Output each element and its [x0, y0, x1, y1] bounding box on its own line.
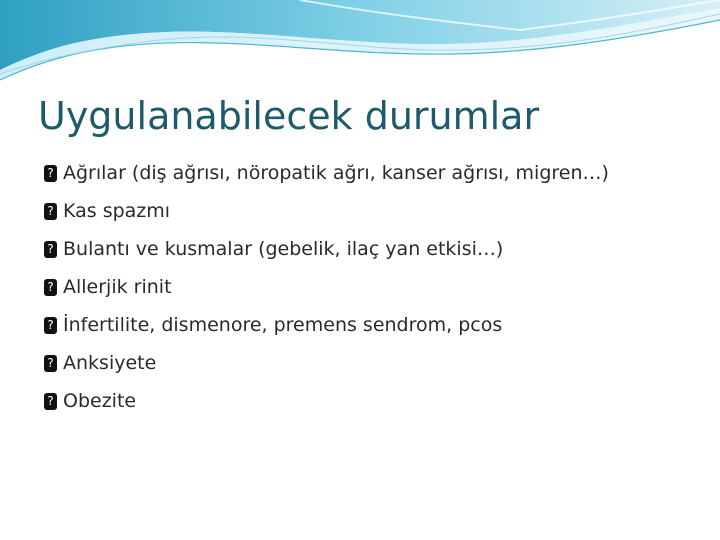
bullet-glyph-icon: ?	[44, 355, 57, 372]
bullet-glyph-icon: ?	[44, 165, 57, 182]
list-item	[44, 306, 609, 344]
bullet-glyph-icon: ?	[44, 241, 57, 258]
list-item	[44, 268, 609, 306]
list-item-text: Kas spazmı	[63, 200, 171, 222]
list-item-text: Obezite	[63, 390, 137, 412]
list-item	[44, 382, 609, 420]
bullet-list	[44, 154, 609, 420]
bullet-glyph-icon: ?	[44, 317, 57, 334]
list-item-text: Bulantı ve kusmalar (gebelik, ilaç yan etkisi…)	[63, 238, 504, 260]
bullet-glyph-icon: ?	[44, 203, 57, 220]
list-item	[44, 154, 609, 192]
list-item	[44, 192, 609, 230]
bullet-glyph-icon: ?	[44, 393, 57, 410]
list-item-text: Ağrılar (diş ağrısı, nöropatik ağrı, kanser ağrısı, migren…)	[63, 162, 609, 184]
list-item	[44, 344, 609, 382]
list-item-text: Anksiyete	[63, 352, 157, 374]
list-item	[44, 230, 609, 268]
header-wave-decoration	[0, 0, 720, 90]
list-item-text: Allerjik rinit	[63, 276, 172, 298]
list-item-text: İnfertilite, dismenore, premens sendrom, pcos	[63, 314, 503, 336]
bullet-glyph-icon: ?	[44, 279, 57, 296]
slide-title: Uygulanabilecek durumlar	[38, 94, 540, 138]
